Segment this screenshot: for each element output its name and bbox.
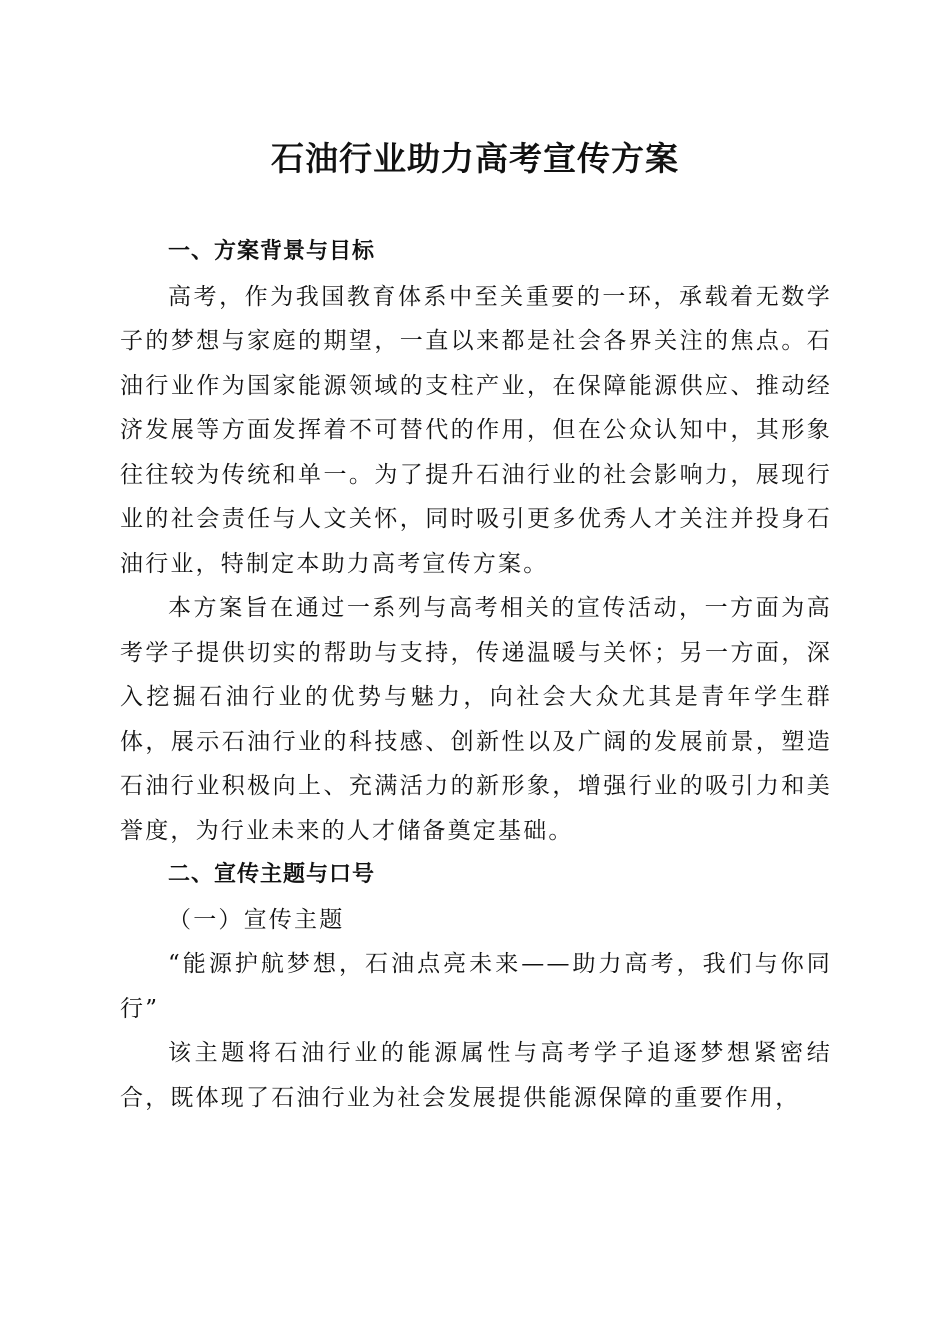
section-heading-theme-slogan: 二、宣传主题与口号 xyxy=(168,862,376,887)
paragraph-theme-explanation: 该主题将石油行业的能源属性与高考学子追逐梦想紧密结合，既体现了石油行业为社会发展提供能源保障的重要作用， xyxy=(120,1040,832,1111)
subsection-heading-theme: （一）宣传主题 xyxy=(168,906,345,933)
paragraph-background: 高考，作为我国教育体系中至关重要的一环，承载着无数学子的梦想与家庭的期望，一直以来都是社会各界关注的焦点。石油行业作为国家能源领域的支柱产业，在保障能源供应、推动经济发展等方面发挥着不可替代的作用，但在公众认知中，其形象往往较为传统和单一。为了提升石油行业的社会影响力，展现行业的社会责任与人文关怀，同时吸引更多优秀人才关注并投身石油行业，特制定本助力高考宣传方案。 xyxy=(120,283,832,577)
document-title: 石油行业助力高考宣传方案 xyxy=(271,139,679,178)
theme-quote: “能源护航梦想，石油点亮未来——助力高考，我们与你同行” xyxy=(120,951,832,1022)
paragraph-goals: 本方案旨在通过一系列与高考相关的宣传活动，一方面为高考学子提供切实的帮助与支持，传递温暖与关怀；另一方面，深入挖掘石油行业的优势与魅力，向社会大众尤其是青年学生群体，展示石油行业的科技感、创新性以及广阔的发展前景，塑造石油行业积极向上、充满活力的新形象，增强行业的吸引力和美誉度，为行业未来的人才储备奠定基础。 xyxy=(120,595,832,844)
section-heading-background-goals: 一、方案背景与目标 xyxy=(168,239,376,264)
document-body xyxy=(120,230,832,1120)
